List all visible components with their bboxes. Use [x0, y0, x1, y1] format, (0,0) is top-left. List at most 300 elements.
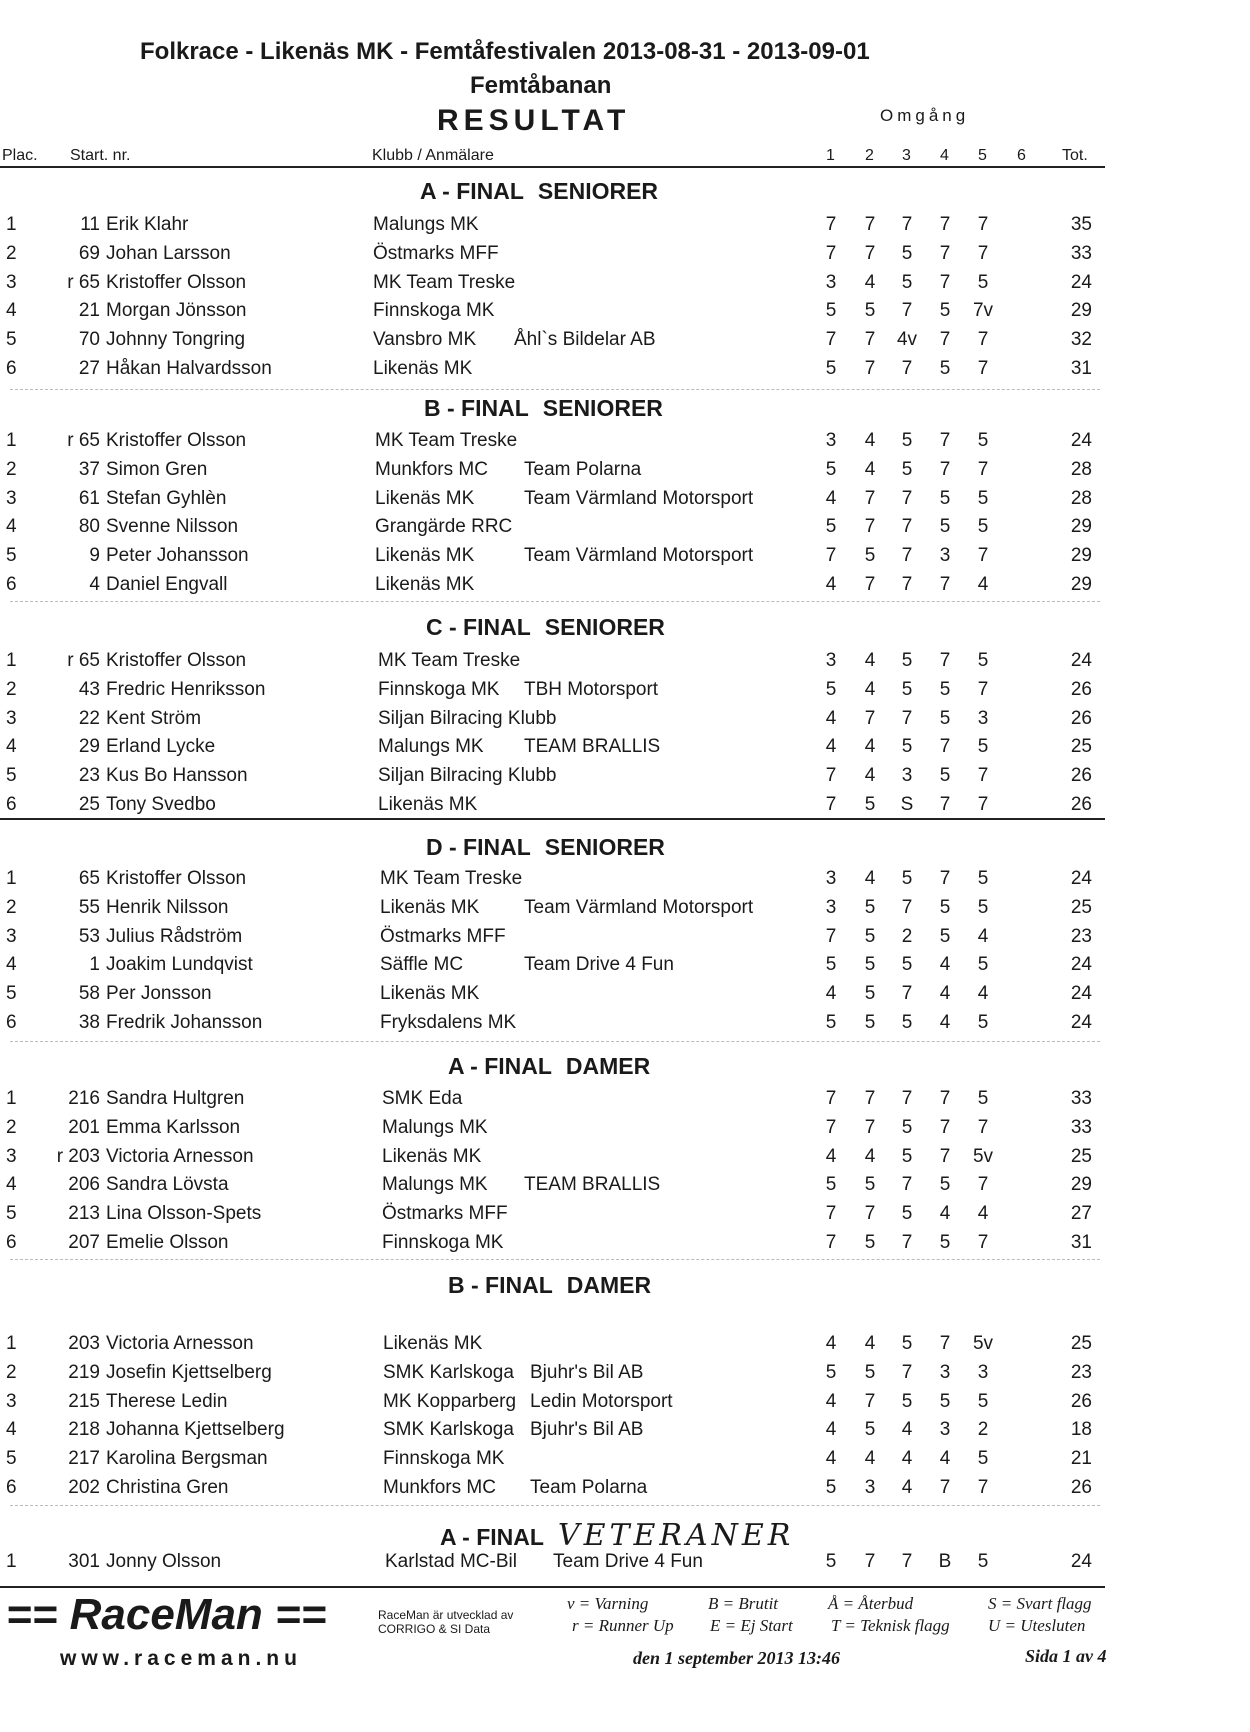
entrant-name: Team Polarna — [524, 458, 642, 480]
section-final-label: B - FINAL — [424, 395, 529, 421]
entrant-name: Team Polarna — [530, 1477, 648, 1498]
round-1-score: 3 — [825, 430, 837, 451]
club-name: Finnskoga MK — [378, 678, 500, 700]
round-1-score: 5 — [825, 1174, 837, 1196]
round-2-score: 4 — [864, 430, 876, 451]
total-score: 28 — [1070, 458, 1092, 480]
start-number: 9 — [89, 545, 100, 567]
section-title — [448, 1272, 651, 1299]
club-name: Östmarks MFF — [382, 1203, 508, 1225]
legend-varning: v = Varning — [567, 1594, 649, 1613]
start-number: 201 — [68, 1116, 100, 1138]
raceman-logo: == RaceMan == — [6, 1590, 327, 1639]
developer-credit — [378, 1608, 513, 1636]
club-name: Finnskoga MK — [373, 300, 495, 322]
total-score: 29 — [1070, 545, 1092, 567]
entrant-name: Team Värmland Motorsport — [524, 487, 754, 509]
round-5-score: 7 — [977, 545, 989, 567]
round-2-score: 4 — [864, 271, 876, 293]
start-number: r 65 — [67, 430, 100, 451]
round-3-score: 5 — [901, 271, 913, 293]
section-divider — [10, 1505, 1100, 1506]
club-name: Likenäs MK — [378, 794, 478, 815]
round-4-score: 5 — [939, 1390, 951, 1412]
section-final-label: D - FINAL — [426, 834, 531, 860]
round-3-score: S — [900, 794, 914, 815]
table-row — [0, 272, 1120, 300]
round-4-score: 7 — [939, 430, 951, 451]
round-5-score: 7 — [977, 1116, 989, 1138]
round-4-score: 7 — [939, 1477, 951, 1498]
round-3-score: 7 — [901, 574, 913, 595]
driver-name: Per Jonsson — [106, 983, 212, 1005]
round-1-score: 7 — [825, 765, 837, 787]
driver-name: Kristoffer Olsson — [106, 650, 247, 671]
round-2-score: 7 — [864, 214, 876, 235]
entrant-name: Bjuhr's Bil AB — [530, 1419, 644, 1441]
developer-credit-line1: RaceMan är utvecklad av — [378, 1608, 514, 1622]
total-score: 24 — [1070, 430, 1092, 451]
round-4-score: 7 — [939, 1116, 951, 1138]
placement: 2 — [6, 896, 17, 918]
round-4-score: 5 — [939, 1174, 951, 1196]
round-3-score: 7 — [901, 1088, 913, 1109]
table-row — [0, 243, 1120, 271]
placement: 5 — [6, 765, 17, 787]
round-3-score: 7 — [901, 214, 913, 235]
section-final-label: A - FINAL — [448, 1053, 552, 1079]
legend-aterbud: Å = Återbud — [828, 1594, 914, 1613]
driver-name: Erik Klahr — [106, 214, 189, 235]
round-2-score: 5 — [864, 1174, 876, 1196]
result-heading: RESULTAT — [437, 104, 631, 137]
round-5-score: 5 — [977, 868, 989, 889]
driver-name: Daniel Engvall — [106, 574, 228, 595]
start-number: 216 — [68, 1088, 100, 1109]
round-2-score: 7 — [864, 487, 876, 509]
round-4-score: 7 — [939, 329, 951, 351]
placement: 2 — [6, 1361, 17, 1383]
round-5-score: 7 — [977, 458, 989, 480]
round-4-score: 4 — [939, 954, 951, 976]
round-4-score: 4 — [939, 983, 951, 1005]
col-header-round-3: 3 — [902, 147, 911, 164]
start-number: r 203 — [56, 1145, 100, 1167]
club-name: Likenäs MK — [383, 1333, 483, 1354]
round-2-score: 4 — [864, 678, 876, 700]
total-score: 26 — [1070, 1477, 1092, 1498]
section-divider — [0, 818, 1105, 820]
round-1-score: 7 — [825, 1232, 837, 1253]
driver-name: Stefan Gyhlèn — [106, 487, 227, 509]
round-2-score: 5 — [864, 1012, 876, 1033]
start-number: 80 — [78, 516, 100, 538]
start-number: 213 — [68, 1203, 100, 1225]
round-5-score: 5 — [977, 1551, 989, 1572]
start-number: 22 — [78, 707, 100, 729]
round-5-score: 7 — [977, 242, 989, 264]
table-row — [0, 358, 1120, 386]
placement: 2 — [6, 458, 17, 480]
driver-name: Josefin Kjettselberg — [106, 1361, 272, 1383]
club-name: Munkfors MC — [375, 458, 488, 480]
round-5-score: 3 — [977, 1361, 989, 1383]
club-name: MK Team Treske — [373, 271, 516, 293]
round-1-score: 5 — [825, 1012, 837, 1033]
table-row — [0, 708, 1120, 736]
placement: 5 — [6, 1448, 17, 1470]
driver-name: Svenne Nilsson — [106, 516, 239, 538]
start-number: 65 — [78, 868, 100, 889]
legend-runner-up: r = Runner Up — [572, 1616, 674, 1635]
start-number: 29 — [78, 736, 100, 758]
entrant-name: TBH Motorsport — [524, 678, 659, 700]
round-5-score: 7 — [977, 794, 989, 815]
total-score: 26 — [1070, 1390, 1092, 1412]
total-score: 24 — [1070, 983, 1092, 1005]
round-5-score: 4 — [977, 1203, 989, 1225]
round-1-score: 4 — [825, 1145, 837, 1167]
round-2-score: 4 — [864, 868, 876, 889]
table-row — [0, 868, 1120, 896]
round-5-score: 7 — [977, 214, 989, 235]
round-label: Omgång — [880, 106, 970, 125]
round-1-score: 3 — [825, 650, 837, 671]
total-score: 25 — [1070, 1145, 1092, 1167]
section-title — [426, 834, 665, 861]
table-row — [0, 650, 1120, 678]
club-name: Karlstad MC-Bil — [385, 1551, 517, 1572]
total-score: 24 — [1070, 1012, 1092, 1033]
round-3-score: 5 — [901, 1145, 913, 1167]
print-date: den 1 september 2013 13:46 — [633, 1648, 840, 1668]
round-1-score: 4 — [825, 736, 837, 758]
round-1-score: 3 — [825, 271, 837, 293]
placement: 1 — [6, 430, 17, 451]
start-number: 21 — [78, 300, 100, 322]
club-name: Malungs MK — [382, 1116, 488, 1138]
start-number: 215 — [68, 1390, 100, 1412]
placement: 4 — [6, 736, 17, 758]
round-3-score: 5 — [901, 242, 913, 264]
round-3-score: 7 — [901, 545, 913, 567]
entrant-name: Bjuhr's Bil AB — [530, 1361, 644, 1383]
table-row — [0, 1117, 1120, 1145]
round-4-score: 7 — [939, 1088, 951, 1109]
section-class-label: SENIORER — [537, 178, 659, 204]
round-1-score: 3 — [825, 896, 837, 918]
round-4-score: 5 — [939, 358, 951, 379]
round-4-score: 3 — [939, 1361, 951, 1383]
round-5-score: 5v — [972, 1145, 994, 1167]
round-3-score: 5 — [901, 678, 913, 700]
round-1-score: 5 — [825, 516, 837, 538]
placement: 4 — [6, 1174, 17, 1196]
table-row — [0, 954, 1120, 982]
round-2-score: 7 — [864, 1088, 876, 1109]
round-3-score: 7 — [901, 896, 913, 918]
placement: 6 — [6, 1232, 17, 1253]
round-3-score: 5 — [901, 736, 913, 758]
round-2-score: 5 — [864, 954, 876, 976]
section-final-label: A - FINAL — [440, 1524, 544, 1550]
club-name: Likenäs MK — [380, 896, 480, 918]
table-row — [0, 545, 1120, 573]
placement: 1 — [6, 1551, 17, 1572]
round-3-score: 7 — [901, 358, 913, 379]
round-1-score: 5 — [825, 1477, 837, 1498]
club-name: Siljan Bilracing Klubb — [378, 765, 557, 787]
placement: 3 — [6, 1390, 17, 1412]
placement: 3 — [6, 1145, 17, 1167]
placement: 1 — [6, 650, 17, 671]
round-2-score: 7 — [864, 358, 876, 379]
placement: 5 — [6, 983, 17, 1005]
driver-name: Therese Ledin — [106, 1390, 228, 1412]
section-final-label: B - FINAL — [448, 1272, 553, 1298]
round-4-score: 7 — [939, 1333, 951, 1354]
round-4-score: 7 — [939, 214, 951, 235]
round-4-score: 7 — [939, 868, 951, 889]
driver-name: Peter Johansson — [106, 545, 249, 567]
table-row — [0, 765, 1120, 793]
round-3-score: 7 — [901, 707, 913, 729]
driver-name: Joakim Lundqvist — [106, 954, 253, 976]
entrant-name: Team Drive 4 Fun — [553, 1551, 703, 1572]
table-row — [0, 516, 1120, 544]
start-number: 43 — [78, 678, 100, 700]
round-5-score: 5 — [977, 650, 989, 671]
club-name: Grangärde RRC — [375, 516, 513, 538]
club-name: SMK Karlskoga — [383, 1361, 514, 1383]
round-5-score: 7 — [977, 1174, 989, 1196]
start-number: 69 — [78, 242, 100, 264]
round-2-score: 7 — [864, 574, 876, 595]
section-final-label: A - FINAL — [420, 178, 524, 204]
round-3-score: 5 — [901, 954, 913, 976]
round-2-score: 7 — [864, 242, 876, 264]
legend-utesluten: U = Utesluten — [988, 1616, 1086, 1635]
round-1-score: 4 — [825, 707, 837, 729]
table-row — [0, 329, 1120, 357]
total-score: 23 — [1070, 925, 1092, 947]
driver-name: Sandra Hultgren — [106, 1088, 245, 1109]
round-3-score: 7 — [901, 487, 913, 509]
round-2-score: 5 — [864, 545, 876, 567]
club-name: MK Kopparberg — [383, 1390, 517, 1412]
round-5-score: 7 — [977, 329, 989, 351]
round-3-score: 4 — [901, 1419, 913, 1441]
round-4-score: 7 — [939, 736, 951, 758]
driver-name: Johan Larsson — [106, 242, 231, 264]
round-3-score: 2 — [901, 925, 913, 947]
round-3-score: 7 — [901, 1232, 913, 1253]
round-4-score: 7 — [939, 794, 951, 815]
total-score: 24 — [1070, 650, 1092, 671]
placement: 4 — [6, 954, 17, 976]
placement: 4 — [6, 516, 17, 538]
round-5-score: 5v — [972, 1333, 994, 1354]
round-1-score: 7 — [825, 545, 837, 567]
start-number: 61 — [78, 487, 100, 509]
round-4-score: 7 — [939, 271, 951, 293]
total-score: 24 — [1070, 868, 1092, 889]
round-2-score: 5 — [864, 1361, 876, 1383]
placement: 4 — [6, 1419, 17, 1441]
club-name: MK Team Treske — [375, 430, 518, 451]
start-number: 301 — [68, 1551, 100, 1572]
round-5-score: 4 — [977, 983, 989, 1005]
total-score: 25 — [1070, 1333, 1092, 1354]
total-score: 24 — [1070, 954, 1092, 976]
table-row — [0, 1551, 1120, 1579]
round-1-score: 4 — [825, 1390, 837, 1412]
track-name: Femtåbanan — [470, 72, 612, 99]
entrant-name: Team Värmland Motorsport — [524, 545, 754, 567]
driver-name: Håkan Halvardsson — [106, 358, 272, 379]
round-1-score: 7 — [825, 329, 837, 351]
round-2-score: 4 — [864, 765, 876, 787]
round-3-score: 7 — [901, 1361, 913, 1383]
round-3-score: 4 — [901, 1448, 913, 1470]
table-row — [0, 1333, 1120, 1361]
total-score: 24 — [1070, 271, 1092, 293]
club-name: Malungs MK — [373, 214, 479, 235]
round-3-score: 7 — [901, 516, 913, 538]
round-2-score: 7 — [864, 707, 876, 729]
driver-name: Victoria Arnesson — [106, 1333, 254, 1354]
round-2-score: 5 — [864, 983, 876, 1005]
round-4-score: B — [938, 1551, 952, 1572]
club-name: Finnskoga MK — [383, 1448, 505, 1470]
table-row — [0, 300, 1120, 328]
total-score: 26 — [1070, 678, 1092, 700]
entrant-name: TEAM BRALLIS — [524, 736, 661, 758]
table-row — [0, 1419, 1120, 1447]
round-4-score: 5 — [939, 765, 951, 787]
round-2-score: 5 — [864, 925, 876, 947]
round-2-score: 7 — [864, 329, 876, 351]
col-header-total: Tot. — [1062, 147, 1088, 164]
entrant-name: Team Värmland Motorsport — [524, 896, 754, 918]
driver-name: Lina Olsson-Spets — [106, 1203, 262, 1225]
round-4-score: 4 — [939, 1203, 951, 1225]
entrant-name: Ledin Motorsport — [530, 1390, 673, 1412]
round-5-score: 7 — [977, 358, 989, 379]
placement: 6 — [6, 794, 17, 815]
round-4-score: 3 — [939, 545, 951, 567]
round-2-score: 4 — [864, 736, 876, 758]
round-5-score: 7 — [977, 678, 989, 700]
total-score: 35 — [1070, 214, 1092, 235]
club-name: Siljan Bilracing Klubb — [378, 707, 557, 729]
club-name: Säffle MC — [380, 954, 464, 976]
round-4-score: 7 — [939, 574, 951, 595]
table-row — [0, 1448, 1120, 1476]
placement: 1 — [6, 1088, 17, 1109]
table-row — [0, 459, 1120, 487]
legend-brutit: B = Brutit — [708, 1594, 779, 1613]
start-number: 206 — [68, 1174, 100, 1196]
section-title — [426, 614, 665, 641]
total-score: 24 — [1070, 1551, 1092, 1572]
driver-name: Jonny Olsson — [106, 1551, 222, 1572]
start-number: 203 — [68, 1333, 100, 1354]
driver-name: Victoria Arnesson — [106, 1145, 254, 1167]
total-score: 31 — [1070, 1232, 1092, 1253]
table-row — [0, 1232, 1120, 1260]
placement: 5 — [6, 329, 17, 351]
start-number: 27 — [78, 358, 100, 379]
placement: 2 — [6, 678, 17, 700]
round-3-score: 5 — [901, 430, 913, 451]
placement: 5 — [6, 545, 17, 567]
table-row — [0, 488, 1120, 516]
total-score: 25 — [1070, 896, 1092, 918]
placement: 2 — [6, 242, 17, 264]
section-class-label: DAMER — [565, 1053, 651, 1079]
round-2-score: 7 — [864, 1390, 876, 1412]
club-name: Likenäs MK — [375, 487, 475, 509]
club-name: Likenäs MK — [375, 574, 475, 595]
placement: 3 — [6, 707, 17, 729]
round-2-score: 4 — [864, 1333, 876, 1354]
club-name: SMK Karlskoga — [383, 1419, 514, 1441]
placement: 3 — [6, 487, 17, 509]
round-5-score: 7 — [977, 765, 989, 787]
start-number: 218 — [68, 1419, 100, 1441]
start-number: r 65 — [67, 650, 100, 671]
document-title: Folkrace - Likenäs MK - Femtåfestivalen 2013-08-31 - 2013-09-01 — [140, 38, 870, 65]
round-5-score: 5 — [977, 1088, 989, 1109]
table-row — [0, 1174, 1120, 1202]
total-score: 32 — [1070, 329, 1092, 351]
start-number: 23 — [78, 765, 100, 787]
round-2-score: 7 — [864, 516, 876, 538]
total-score: 21 — [1070, 1448, 1092, 1470]
club-name: Malungs MK — [382, 1174, 488, 1196]
driver-name: Johnny Tongring — [106, 329, 246, 351]
round-4-score: 7 — [939, 1145, 951, 1167]
table-row — [0, 926, 1120, 954]
table-row — [0, 1391, 1120, 1419]
start-number: 11 — [80, 214, 100, 235]
club-name: Munkfors MC — [383, 1477, 496, 1498]
round-1-score: 5 — [825, 1551, 837, 1572]
round-5-score: 5 — [977, 1390, 989, 1412]
start-number: 25 — [78, 794, 100, 815]
section-class-label: SENIORER — [544, 834, 665, 860]
col-header-round-6: 6 — [1017, 147, 1026, 164]
raceman-url[interactable]: www.raceman.nu — [60, 1647, 302, 1670]
start-number: 37 — [78, 458, 100, 480]
round-5-score: 5 — [977, 271, 989, 293]
driver-name: Erland Lycke — [106, 736, 216, 758]
round-2-score: 4 — [864, 650, 876, 671]
round-5-score: 2 — [977, 1419, 989, 1441]
total-score: 29 — [1070, 300, 1092, 322]
round-4-score: 5 — [939, 1232, 951, 1253]
start-number: 4 — [89, 574, 100, 595]
start-number: 38 — [78, 1012, 100, 1033]
driver-name: Kus Bo Hansson — [106, 765, 248, 787]
total-score: 33 — [1070, 1116, 1092, 1138]
driver-name: Emma Karlsson — [106, 1116, 241, 1138]
section-divider — [10, 1041, 1100, 1042]
club-name: SMK Eda — [382, 1088, 463, 1109]
driver-name: Fredric Henriksson — [106, 678, 266, 700]
entrant-name: Team Drive 4 Fun — [524, 954, 674, 976]
